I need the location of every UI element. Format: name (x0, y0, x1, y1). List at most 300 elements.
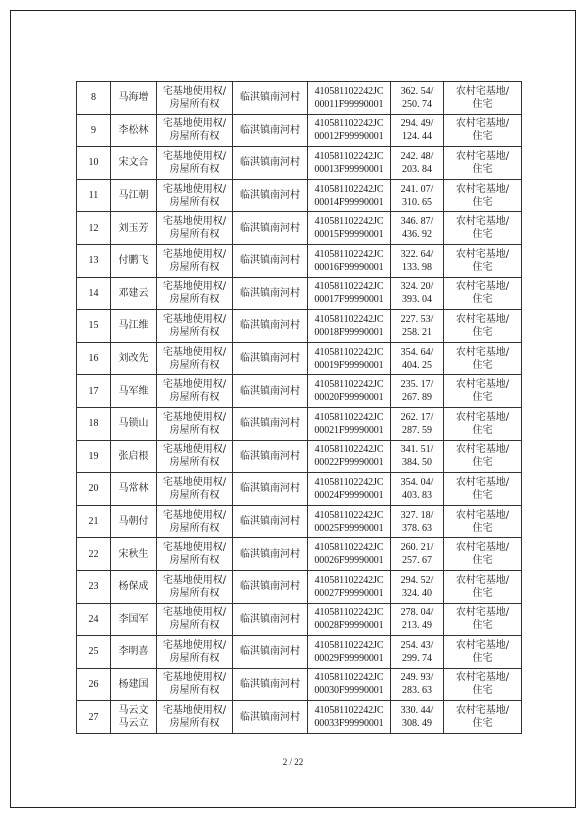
cell-area-line: 322. 64/ (400, 248, 434, 260)
cell-unit-code-line: 00024F99990001 (314, 489, 384, 501)
cell-unit-code-line: 00029F99990001 (314, 652, 384, 664)
cell-serial-number: 11 (77, 179, 111, 212)
cell-usage (444, 212, 522, 245)
cell-location: 临淇镇南河村 (233, 603, 308, 636)
cell-usage-line: 住宅 (472, 196, 493, 208)
cell-owner-name-line: 宋文合 (118, 157, 149, 169)
cell-usage-line: 农村宅基地/ (455, 574, 510, 586)
table-row (77, 212, 522, 245)
cell-owner-name (111, 342, 157, 375)
cell-area (391, 244, 444, 277)
cell-area-line: 249. 93/ (400, 672, 434, 684)
cell-serial-number: 18 (77, 407, 111, 440)
cell-right-type-line: 房屋所有权 (169, 261, 220, 273)
cell-unit-code-line: 410581102242JC (314, 607, 384, 619)
cell-location: 临淇镇南河村 (233, 114, 308, 147)
cell-unit-code (308, 310, 391, 343)
cell-unit-code (308, 505, 391, 538)
cell-serial-number: 16 (77, 342, 111, 375)
cell-right-type-line: 房屋所有权 (169, 620, 220, 632)
cell-unit-code-line: 410581102242JC (314, 281, 384, 293)
cell-area-line: 242. 48/ (400, 150, 434, 162)
cell-owner-name (111, 603, 157, 636)
cell-usage (444, 82, 522, 115)
cell-serial-number: 23 (77, 570, 111, 603)
cell-unit-code-line: 00015F99990001 (314, 229, 384, 241)
cell-unit-code (308, 114, 391, 147)
cell-unit-code (308, 440, 391, 473)
cell-owner-name (111, 407, 157, 440)
cell-owner-name-line: 付鹏飞 (118, 255, 149, 267)
cell-unit-code-line: 410581102242JC (314, 216, 384, 228)
cell-serial-number: 10 (77, 147, 111, 180)
cell-right-type-line: 房屋所有权 (169, 229, 220, 241)
cell-area (391, 375, 444, 408)
table-row (77, 636, 522, 669)
cell-right-type-line: 宅基地使用权/ (162, 248, 227, 260)
cell-area-line: 235. 17/ (400, 379, 434, 391)
cell-right-type (157, 668, 233, 701)
cell-owner-name (111, 179, 157, 212)
cell-right-type (157, 310, 233, 343)
cell-unit-code-line: 410581102242JC (314, 705, 384, 717)
cell-usage (444, 342, 522, 375)
cell-unit-code-line: 410581102242JC (314, 411, 384, 423)
cell-area-line: 133. 98 (402, 261, 432, 273)
cell-right-type-line: 宅基地使用权/ (162, 313, 227, 325)
cell-right-type (157, 375, 233, 408)
cell-location: 临淇镇南河村 (233, 147, 308, 180)
cell-area-line: 354. 64/ (400, 346, 434, 358)
cell-usage-line: 农村宅基地/ (455, 411, 510, 423)
cell-unit-code-line: 00022F99990001 (314, 457, 384, 469)
cell-unit-code (308, 82, 391, 115)
cell-right-type (157, 179, 233, 212)
cell-right-type-line: 房屋所有权 (169, 652, 220, 664)
cell-usage-line: 农村宅基地/ (455, 150, 510, 162)
cell-unit-code-line: 410581102242JC (314, 509, 384, 521)
table-row (77, 310, 522, 343)
cell-area-line: 384. 50 (402, 457, 432, 469)
cell-location: 临淇镇南河村 (233, 375, 308, 408)
cell-right-type (157, 636, 233, 669)
table-row (77, 570, 522, 603)
table-row (77, 82, 522, 115)
cell-area-line: 278. 04/ (400, 607, 434, 619)
cell-right-type-line: 房屋所有权 (169, 685, 220, 697)
cell-owner-name (111, 375, 157, 408)
cell-right-type (157, 570, 233, 603)
cell-usage-line: 农村宅基地/ (455, 607, 510, 619)
cell-usage-line: 住宅 (472, 489, 493, 501)
table-body (77, 82, 522, 734)
cell-unit-code (308, 473, 391, 506)
table-row (77, 407, 522, 440)
cell-usage-line: 住宅 (472, 392, 493, 404)
cell-serial-number: 14 (77, 277, 111, 310)
cell-serial-number: 17 (77, 375, 111, 408)
cell-area-line: 250. 74 (402, 98, 432, 110)
table-row (77, 375, 522, 408)
cell-right-type-line: 宅基地使用权/ (162, 346, 227, 358)
cell-usage-line: 农村宅基地/ (455, 476, 510, 488)
cell-owner-name (111, 310, 157, 343)
cell-area-line: 393. 04 (402, 294, 432, 306)
cell-location: 临淇镇南河村 (233, 473, 308, 506)
cell-owner-name (111, 114, 157, 147)
cell-unit-code-line: 410581102242JC (314, 476, 384, 488)
cell-usage (444, 668, 522, 701)
cell-right-type-line: 宅基地使用权/ (162, 444, 227, 456)
cell-owner-name (111, 636, 157, 669)
cell-right-type-line: 宅基地使用权/ (162, 705, 227, 717)
cell-right-type-line: 宅基地使用权/ (162, 607, 227, 619)
cell-serial-number: 19 (77, 440, 111, 473)
cell-location: 临淇镇南河村 (233, 668, 308, 701)
cell-area (391, 636, 444, 669)
cell-owner-name-line: 李松林 (118, 124, 149, 136)
cell-owner-name-line: 杨建国 (118, 678, 149, 690)
cell-right-type (157, 147, 233, 180)
cell-owner-name (111, 473, 157, 506)
cell-location: 临淇镇南河村 (233, 440, 308, 473)
cell-unit-code-line: 00026F99990001 (314, 555, 384, 567)
cell-location: 临淇镇南河村 (233, 244, 308, 277)
cell-area-line: 203. 84 (402, 163, 432, 175)
cell-right-type-line: 宅基地使用权/ (162, 150, 227, 162)
cell-area (391, 407, 444, 440)
cell-unit-code (308, 244, 391, 277)
cell-right-type-line: 房屋所有权 (169, 587, 220, 599)
cell-area-line: 324. 40 (402, 587, 432, 599)
cell-unit-code-line: 00027F99990001 (314, 587, 384, 599)
cell-area-line: 241. 07/ (400, 183, 434, 195)
cell-right-type-line: 宅基地使用权/ (162, 379, 227, 391)
cell-unit-code-line: 410581102242JC (314, 313, 384, 325)
cell-owner-name-line: 李明喜 (118, 646, 149, 658)
cell-usage-line: 住宅 (472, 163, 493, 175)
cell-area-line: 403. 83 (402, 489, 432, 501)
cell-right-type (157, 473, 233, 506)
cell-right-type-line: 房屋所有权 (169, 392, 220, 404)
cell-area (391, 538, 444, 571)
cell-owner-name (111, 244, 157, 277)
cell-area-line: 262. 17/ (400, 411, 434, 423)
cell-serial-number: 26 (77, 668, 111, 701)
cell-owner-name (111, 440, 157, 473)
cell-usage-line: 住宅 (472, 718, 493, 730)
cell-usage-line: 住宅 (472, 229, 493, 241)
cell-usage-line: 农村宅基地/ (455, 85, 510, 97)
cell-owner-name-line: 李国军 (118, 613, 149, 625)
cell-owner-name-line: 杨保成 (118, 581, 149, 593)
cell-right-type-line: 宅基地使用权/ (162, 118, 227, 130)
cell-right-type-line: 宅基地使用权/ (162, 85, 227, 97)
cell-right-type-line: 房屋所有权 (169, 457, 220, 469)
cell-unit-code-line: 00014F99990001 (314, 196, 384, 208)
cell-unit-code-line: 00033F99990001 (314, 718, 384, 730)
cell-right-type-line: 房屋所有权 (169, 718, 220, 730)
cell-right-type-line: 房屋所有权 (169, 163, 220, 175)
cell-area (391, 701, 444, 734)
cell-right-type-line: 宅基地使用权/ (162, 574, 227, 586)
table-row (77, 179, 522, 212)
cell-usage-line: 农村宅基地/ (455, 313, 510, 325)
cell-location: 临淇镇南河村 (233, 701, 308, 734)
cell-serial-number: 24 (77, 603, 111, 636)
cell-right-type-line: 房屋所有权 (169, 522, 220, 534)
cell-unit-code (308, 407, 391, 440)
cell-owner-name (111, 701, 157, 734)
cell-unit-code-line: 410581102242JC (314, 672, 384, 684)
cell-serial-number: 8 (77, 82, 111, 115)
cell-owner-name-line: 马云文 (118, 705, 149, 717)
table-row (77, 147, 522, 180)
cell-area-line: 299. 74 (402, 652, 432, 664)
cell-usage-line: 农村宅基地/ (455, 183, 510, 195)
cell-unit-code (308, 342, 391, 375)
cell-usage (444, 244, 522, 277)
cell-owner-name-line: 马军维 (118, 385, 149, 397)
cell-serial-number: 15 (77, 310, 111, 343)
cell-owner-name-line: 刘改先 (118, 353, 149, 365)
cell-usage-line: 农村宅基地/ (455, 639, 510, 651)
cell-owner-name-line: 张启根 (118, 450, 149, 462)
table-row (77, 277, 522, 310)
cell-owner-name (111, 212, 157, 245)
cell-area-line: 378. 63 (402, 522, 432, 534)
cell-unit-code-line: 410581102242JC (314, 118, 384, 130)
cell-usage-line: 农村宅基地/ (455, 216, 510, 228)
cell-owner-name (111, 147, 157, 180)
cell-owner-name (111, 277, 157, 310)
cell-usage-line: 住宅 (472, 587, 493, 599)
cell-usage-line: 住宅 (472, 685, 493, 697)
cell-usage (444, 114, 522, 147)
cell-owner-name-line: 邓建云 (118, 287, 149, 299)
cell-area (391, 603, 444, 636)
cell-area-line: 308. 49 (402, 718, 432, 730)
cell-right-type-line: 房屋所有权 (169, 294, 220, 306)
cell-area-line: 254. 43/ (400, 639, 434, 651)
cell-unit-code-line: 00017F99990001 (314, 294, 384, 306)
cell-unit-code-line: 410581102242JC (314, 248, 384, 260)
cell-unit-code-line: 00013F99990001 (314, 163, 384, 175)
cell-unit-code (308, 570, 391, 603)
cell-area (391, 342, 444, 375)
cell-unit-code (308, 375, 391, 408)
cell-usage-line: 住宅 (472, 555, 493, 567)
cell-right-type (157, 114, 233, 147)
cell-unit-code-line: 00020F99990001 (314, 392, 384, 404)
cell-right-type (157, 212, 233, 245)
cell-area (391, 440, 444, 473)
cell-owner-name-line: 刘玉芳 (118, 222, 149, 234)
cell-serial-number: 20 (77, 473, 111, 506)
cell-location: 临淇镇南河村 (233, 538, 308, 571)
cell-area (391, 473, 444, 506)
cell-owner-name (111, 505, 157, 538)
cell-area (391, 82, 444, 115)
cell-location: 临淇镇南河村 (233, 505, 308, 538)
cell-usage (444, 538, 522, 571)
table-row (77, 440, 522, 473)
cell-usage-line: 农村宅基地/ (455, 118, 510, 130)
cell-usage-line: 住宅 (472, 522, 493, 534)
cell-right-type-line: 宅基地使用权/ (162, 639, 227, 651)
cell-unit-code-line: 00012F99990001 (314, 131, 384, 143)
cell-area (391, 277, 444, 310)
cell-area (391, 570, 444, 603)
cell-right-type-line: 房屋所有权 (169, 326, 220, 338)
cell-usage-line: 住宅 (472, 294, 493, 306)
cell-unit-code-line: 410581102242JC (314, 183, 384, 195)
cell-area (391, 505, 444, 538)
cell-usage-line: 住宅 (472, 326, 493, 338)
cell-serial-number: 22 (77, 538, 111, 571)
cell-area (391, 212, 444, 245)
cell-right-type (157, 505, 233, 538)
cell-usage (444, 636, 522, 669)
cell-owner-name (111, 668, 157, 701)
cell-right-type-line: 房屋所有权 (169, 424, 220, 436)
cell-right-type (157, 538, 233, 571)
cell-usage-line: 农村宅基地/ (455, 379, 510, 391)
cell-right-type (157, 440, 233, 473)
cell-usage-line: 住宅 (472, 261, 493, 273)
cell-serial-number: 13 (77, 244, 111, 277)
table-row (77, 603, 522, 636)
cell-serial-number: 9 (77, 114, 111, 147)
cell-unit-code-line: 410581102242JC (314, 379, 384, 391)
cell-unit-code (308, 636, 391, 669)
cell-area (391, 147, 444, 180)
cell-unit-code-line: 00016F99990001 (314, 261, 384, 273)
cell-area-line: 327. 18/ (400, 509, 434, 521)
cell-unit-code (308, 277, 391, 310)
cell-area-line: 258. 21 (402, 326, 432, 338)
cell-area (391, 668, 444, 701)
cell-usage (444, 179, 522, 212)
cell-usage (444, 277, 522, 310)
cell-usage (444, 473, 522, 506)
cell-usage (444, 147, 522, 180)
cell-right-type-line: 房屋所有权 (169, 196, 220, 208)
cell-unit-code (308, 179, 391, 212)
cell-location: 临淇镇南河村 (233, 636, 308, 669)
cell-owner-name-line: 马云立 (118, 718, 149, 730)
cell-location: 临淇镇南河村 (233, 342, 308, 375)
cell-location: 临淇镇南河村 (233, 179, 308, 212)
cell-owner-name-line: 马海增 (118, 92, 149, 104)
cell-area-line: 257. 67 (402, 555, 432, 567)
cell-area-line: 213. 49 (402, 620, 432, 632)
cell-serial-number: 27 (77, 701, 111, 734)
cell-right-type-line: 房屋所有权 (169, 131, 220, 143)
cell-right-type-line: 宅基地使用权/ (162, 216, 227, 228)
cell-right-type (157, 701, 233, 734)
cell-area-line: 227. 53/ (400, 313, 434, 325)
table-row (77, 701, 522, 734)
cell-unit-code (308, 212, 391, 245)
cell-unit-code (308, 668, 391, 701)
cell-area-line: 294. 49/ (400, 118, 434, 130)
cell-unit-code-line: 410581102242JC (314, 346, 384, 358)
cell-unit-code-line: 410581102242JC (314, 150, 384, 162)
cell-usage (444, 570, 522, 603)
cell-usage-line: 住宅 (472, 424, 493, 436)
cell-right-type (157, 407, 233, 440)
cell-right-type (157, 342, 233, 375)
cell-usage-line: 农村宅基地/ (455, 444, 510, 456)
cell-unit-code-line: 00018F99990001 (314, 326, 384, 338)
cell-area-line: 362. 54/ (400, 85, 434, 97)
cell-right-type-line: 房屋所有权 (169, 489, 220, 501)
cell-area-line: 310. 65 (402, 196, 432, 208)
cell-usage-line: 住宅 (472, 457, 493, 469)
table-row (77, 244, 522, 277)
cell-area-line: 354. 04/ (400, 476, 434, 488)
table-row (77, 505, 522, 538)
cell-unit-code-line: 00019F99990001 (314, 359, 384, 371)
cell-usage (444, 603, 522, 636)
cell-area (391, 179, 444, 212)
cell-location: 临淇镇南河村 (233, 407, 308, 440)
cell-unit-code-line: 410581102242JC (314, 444, 384, 456)
cell-right-type-line: 宅基地使用权/ (162, 509, 227, 521)
cell-owner-name-line: 马朝付 (118, 516, 149, 528)
cell-usage-line: 农村宅基地/ (455, 509, 510, 521)
cell-area-line: 404. 25 (402, 359, 432, 371)
cell-right-type-line: 宅基地使用权/ (162, 411, 227, 423)
table-row (77, 114, 522, 147)
table-row (77, 668, 522, 701)
cell-area-line: 260. 21/ (400, 542, 434, 554)
cell-usage-line: 住宅 (472, 620, 493, 632)
cell-unit-code (308, 147, 391, 180)
cell-unit-code-line: 00030F99990001 (314, 685, 384, 697)
cell-location: 临淇镇南河村 (233, 212, 308, 245)
cell-unit-code (308, 701, 391, 734)
table-row (77, 342, 522, 375)
cell-usage (444, 701, 522, 734)
page-number: 2 / 22 (282, 757, 304, 767)
cell-area-line: 330. 44/ (400, 705, 434, 717)
cell-area-line: 341. 51/ (400, 444, 434, 456)
cell-area (391, 310, 444, 343)
cell-right-type-line: 宅基地使用权/ (162, 183, 227, 195)
cell-location: 临淇镇南河村 (233, 82, 308, 115)
cell-owner-name-line: 宋秋生 (118, 548, 149, 560)
cell-usage (444, 375, 522, 408)
cell-usage-line: 农村宅基地/ (455, 705, 510, 717)
cell-owner-name-line: 马江朝 (118, 190, 149, 202)
cell-right-type (157, 603, 233, 636)
cell-unit-code-line: 00028F99990001 (314, 620, 384, 632)
cell-area-line: 324. 20/ (400, 281, 434, 293)
cell-usage-line: 农村宅基地/ (455, 542, 510, 554)
cell-right-type-line: 房屋所有权 (169, 98, 220, 110)
cell-owner-name-line: 马锁山 (118, 418, 149, 430)
cell-usage-line: 住宅 (472, 131, 493, 143)
cell-right-type-line: 房屋所有权 (169, 555, 220, 567)
cell-owner-name (111, 570, 157, 603)
cell-usage-line: 住宅 (472, 652, 493, 664)
cell-unit-code-line: 410581102242JC (314, 639, 384, 651)
cell-usage-line: 农村宅基地/ (455, 248, 510, 260)
cell-owner-name (111, 82, 157, 115)
cell-serial-number: 25 (77, 636, 111, 669)
